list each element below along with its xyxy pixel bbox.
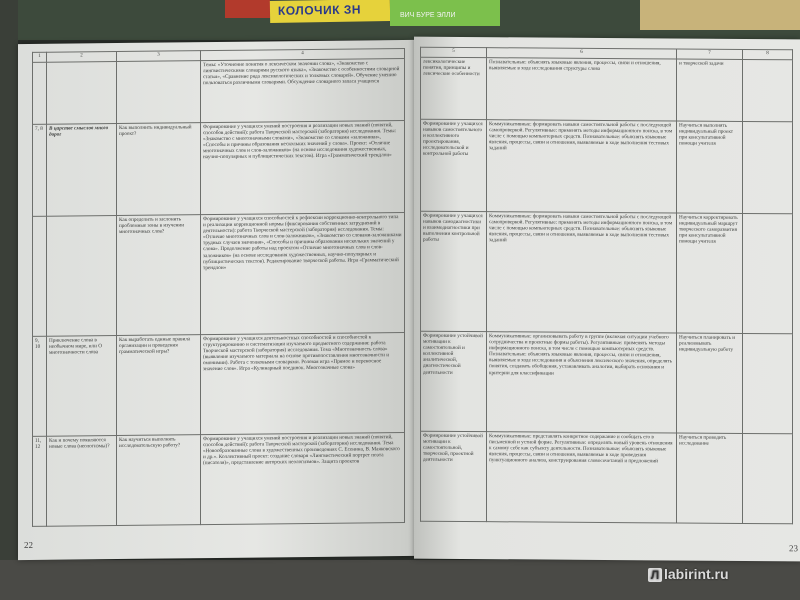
watermark (648, 566, 729, 582)
lesson-content-cell: Формирование у учащихся умений построения и реализации новых знаний (понятий, способов действий): работа Творческой мастерской (заборатория) исследования. Темы: «Знакомство с многозначными словами», «Знакомство со словами «заложники», «Способы и причины образования нескольких значений у слова». Проект: «Отличие многозначных слов и слов-заложников» (на основе исследования художественных, научно-популярных и публицистических текстов). Игра «Грамматический трендлон» (201, 121, 405, 215)
row-number-cell: 9, 10 (33, 336, 47, 436)
background-left-edge (0, 0, 18, 600)
background-yellow-book (270, 0, 390, 23)
table-row (421, 119, 793, 214)
goals-cell: Формирование у учащихся навыков самостоятельного и коллективного проектирования, исследовательской и контрольной работы (421, 119, 487, 211)
notes-cell (743, 213, 793, 333)
header-cell: 2 (47, 52, 117, 63)
lesson-topic-cell: В царстве смыслов много дорог (47, 124, 117, 217)
lesson-topic-cell (47, 62, 117, 125)
table-row (421, 57, 793, 122)
notes-cell (743, 333, 793, 433)
problem-question-cell: Как научиться выполнять исследовательскую работу? (117, 435, 201, 526)
left-page-table (32, 48, 405, 527)
personal-results-cell: Научиться планировать и реализовывать индивидуальную работу (677, 333, 743, 433)
lesson-content-cell: Формирование у учащихся умений построения и реализации новых знаний (понятий, способов действий): работа Творческой мастерской (заборатория) исследования. Тема «Новообразованные слова в художественных произведениях С. Есенина, В. Маяковского и др.». Коллективный проект: создание словаря «Лингвистический портрет поэта (писателя)», представление авторских неологизмов». Защита проектов (201, 433, 405, 525)
goals-cell: лексикологические понятия, принципы и лексические особенности (421, 57, 487, 119)
problem-question-cell (117, 61, 201, 124)
goals-cell: Формирование устойчивой мотивации к самостоятельной, творческой, проектной деятельности (421, 431, 487, 521)
header-cell: 3 (117, 51, 201, 62)
right-page (414, 37, 800, 562)
personal-results-cell: Научиться корректировать индивидуальный маршрут творческого саморазвития при консультативной помощи учителя (677, 213, 743, 333)
row-number-cell: 11, 12 (33, 436, 47, 526)
background-right-book (640, 0, 800, 30)
lesson-content-cell: Формирование у учащихся деятельностных способностей и способностей к структурированию и систематизации изучаемого предметного содержания: работа Творческой мастерской (заборатория) исследования. Тема «Многозначность слова» (выявление изучаемого материала на основе противопоставления многозначности и омонимии). Работа с толковыми словарями. Ролевая игра «Прямое и переносное значение слов». Игра «Кулинарный поединок. Многозначные слова» (201, 333, 405, 435)
header-cell: 6 (487, 48, 677, 59)
table-row (33, 213, 405, 337)
problem-question-cell: Как выполнить индивидуальный проект? (117, 123, 201, 216)
lesson-topic-cell: Как и почему появляются новые слова (неологизмы)? (47, 436, 117, 527)
problem-question-cell: Как выработать единые правила организации и проведения грамматической игры? (117, 335, 201, 436)
header-cell: 5 (421, 47, 487, 57)
header-cell: 7 (677, 49, 743, 59)
left-page (18, 40, 414, 560)
page-number: 22 (24, 539, 33, 551)
row-number-cell: 7, 8 (33, 124, 47, 216)
lesson-topic-cell: Приключение слова в необычном мире, или О многозначности слова (47, 336, 117, 437)
background-green-book (390, 0, 500, 26)
page-number: 23 (789, 543, 798, 554)
lesson-topic-cell (47, 216, 117, 337)
lesson-content-cell: Темы: «Уточнение понятия о лексическом значении слова», «Знакомство с лингвистическими словарями русского языка», «Знакомство с особенностями словарной статьи», «Сравнение ряда лексикологических и толковых словарей». Обучение умению пользоваться различными словарями. Обсуждение словарного запаса учащихся (201, 59, 405, 123)
goals-cell: Формирование у учащихся навыков самодиагностики и взаимодиагностики при выполнении контрольной работы (421, 211, 487, 331)
notes-cell (743, 121, 793, 213)
table-row (421, 431, 793, 524)
table-row (33, 433, 405, 527)
table-row (421, 331, 793, 434)
table-row (421, 211, 793, 334)
header-cell: 4 (201, 49, 405, 61)
table-row (33, 121, 405, 217)
background-red-book (225, 0, 270, 18)
header-cell: 1 (33, 52, 47, 62)
learning-actions-cell: Познавательные: объяснять языковые явления, процессы, связи и отношения, выявляемые в ходе исследования структуры слова (487, 58, 677, 121)
personal-results-cell: Научиться выполнять индивидуальный проект при консультативной помощи учителя (677, 121, 743, 213)
watermark-logo-icon: Л (648, 568, 662, 582)
watermark-text: labirint.ru (664, 566, 729, 582)
green-book-text: ВИЧ БУРЕ ЭЛЛИ (400, 12, 456, 19)
problem-question-cell: Как определить и заслонить проблемные зоны в изучении многозначных слов? (117, 215, 201, 336)
lesson-content-cell: Формирование у учащихся способностей к рефлексии коррекционно-контрольного типа и реализации коррекционной нормы (фиксирования собственных затруднений в деятельности): работа Творческой мастерской (заборатория) исследования. Темы: «Отличие многозначных слов и слов-заложников», «Знакомство со словами-заложниками трудных случаев значения», «Способы и причины образования нескольких значений у слова». Продолжение работы над проектом «Отличие многозначных слов и слов-заложников» (на основе исследования художественных, научно-популярных и публицистических текстов). Редактирование творческой работы. Игра «Грамматический трендлон» (201, 213, 405, 335)
right-page-table (420, 47, 793, 525)
learning-actions-cell: Коммуникативные: формировать навыки самостоятельной работы с последующей самопроверкой. Регулятивные: применять методы информационного поиска, в том числе с помощью компьютерных средств. Познавательные: объяснять языковые явления, процессы, связи и отношения, выявляемые в ходе выполнения тестовых заданий (487, 120, 677, 213)
personal-results-cell: и творческой задачи (677, 59, 743, 121)
learning-actions-cell: Коммуникативные: формировать навыки самостоятельной работы с последующей самопроверкой. Регулятивные: применять методы информационного поиска, в том числе с помощью компьютерных средств. Познавательные: объяснять языковые явления, процессы, связи и отношения, выявляемые в ходе выполнения тестовых заданий (487, 212, 677, 333)
row-number-cell (33, 62, 47, 124)
notes-cell (743, 433, 793, 523)
learning-actions-cell: Коммуникативные: представлять конкретное содержание и сообщать его в письменной и устной форме. Регулятивные: определять новый уровень отношения к самому себе как субъекту деятельности. Познавательные: объяснять языковые явления, процессы, связи и отношения, выявляемые в ходе проведения пунктуационного анализа, конструирования словосочетаний и предложений (487, 432, 677, 523)
learning-actions-cell: Коммуникативные: организовывать работу в группе (включая ситуации учебного сотрудничества и проектные формы работы). Регулятивные: применять методы информационного поиска, в том числе с помощью компьютерных средств. Познавательные: объяснять языковые явления, процессы, связи и отношения, выявляемые в ходе исследования и объяснения лексического значения, определять понятия, создавать обобщения, устанавливать аналогии, выбирать основания и критерии для классификации (487, 332, 677, 433)
row-number-cell (33, 216, 47, 336)
personal-results-cell: Научиться проводить исследование (677, 433, 743, 523)
goals-cell: Формирование устойчивой мотивации к самостоятельной и коллективной аналитической, диагностической деятельности (421, 331, 487, 431)
table-row (33, 59, 405, 125)
header-cell: 8 (743, 49, 793, 59)
table-row (33, 333, 405, 437)
notes-cell (743, 59, 793, 121)
yellow-book-title: КОЛОЧИК ЗН (277, 2, 362, 18)
